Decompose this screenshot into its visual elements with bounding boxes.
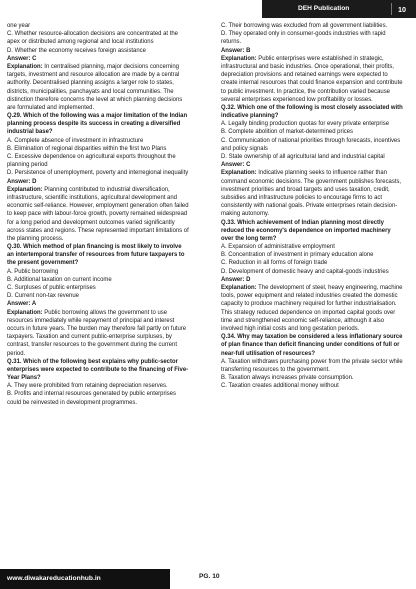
option-line: B. Additional taxation on current income — [7, 276, 112, 283]
explanation-text: Indicative planning seeks to influence rather than command economic decisions. The government publishes forecasts, investment priorities and broad targets and uses taxation, credit, subsidies and infrastructure policies to encourage firms to act consistently with national goals. Private enterprises retain decision-making autonomy. — [221, 170, 402, 218]
option-line: A. Expansion of administrative employment — [221, 244, 335, 251]
option-line: C. Communication of national priorities through forecasts, incentives and policy signals — [221, 137, 401, 152]
option-line: D. State ownership of all agricultural land and industrial capital — [221, 154, 385, 160]
footer-band — [0, 569, 170, 589]
option-line: A. Complete absence of investment in infrastructure — [7, 137, 144, 144]
option-line: one year — [7, 23, 31, 29]
left-column — [7, 22, 189, 407]
website-url[interactable]: www.diwakareducationhub.in — [7, 575, 101, 582]
explanation-label: Explanation: — [7, 186, 43, 193]
explanation-text: The development of steel, heavy engineering, machine tools, power equipment and related industries created the domestic capacity to produce machinery required for further industrialisation. This strategy reduced dependence on imported capital goods over time and strengthened economic self-reliance, although it also involved high initial costs and long gestation periods. — [221, 285, 403, 332]
explanation-label: Explanation: — [221, 170, 257, 177]
explanation-paragraph — [221, 55, 403, 104]
header-divider — [391, 3, 392, 15]
option-line: B. Concentration of investment in primary education alone — [221, 252, 374, 259]
option-line: C. Whether resource-allocation decisions are concentrated at the apex or distributed among regional and local institutions — [7, 31, 178, 46]
question-text: Q.31. Which of the following best explains why public-sector enterprises were expected to contribute to the financing of Five-Year Plans? — [7, 358, 189, 382]
option-line: A. Public borrowing — [7, 268, 59, 275]
option-line: A. Legally binding production quotas for every private enterprise — [221, 121, 389, 128]
explanation-label: Explanation: — [7, 309, 43, 316]
explanation-label: Explanation: — [221, 55, 257, 62]
answer-line: Answer: C — [221, 162, 251, 169]
footer-page-label: PG. 10 — [199, 573, 220, 580]
header-page-number: 10 — [398, 5, 406, 14]
answer-line: Answer: D — [221, 276, 251, 283]
explanation-text: Public borrowing allows the government to use resources immediately while repayment of principal and interest occurs in future years. The burden may therefore fall partly on future taxpayers. Taxation and current public-enterprise surpluses, by contrast, transfer resources to the government during the current period. — [7, 309, 187, 357]
right-column — [221, 22, 403, 390]
option-line: B. Profits and internal resources generated by public enterprises could be reinvested in development programmes. — [7, 391, 176, 406]
page-header — [262, 0, 416, 18]
option-line: D. Whether the economy receives foreign assistance — [7, 47, 146, 54]
explanation-label: Explanation: — [7, 63, 43, 70]
option-line: B. Complete abolition of market-determined prices — [221, 129, 354, 136]
question-text: Q.33. Which achievement of Indian planning most directly reduced the economy's dependence on imported machinery over the long term? — [221, 219, 391, 242]
question-text: Q.30. Which method of plan financing is most likely to involve an intertemporal transfer of resources from future taxpayers to the present government? — [7, 244, 185, 267]
option-line: B. Elimination of regional disparities within the first two Plans — [7, 145, 167, 152]
explanation-label: Explanation: — [221, 285, 257, 291]
explanation-text: In centralised planning, major decisions concerning targets, investment and resource allocation are made by a central authority. Decentralised planning assigns a larger role to states, districts, municipalities, panchayats and local communities. The distinction therefore concerns the level at which planning decisions are formulated and implemented. — [7, 63, 183, 111]
explanation-paragraph — [7, 63, 189, 112]
publication-title: DEH Publication — [298, 5, 350, 12]
option-line: C. Excessive dependence on agricultural exports throughout the planning period — [7, 154, 176, 169]
explanation-paragraph — [7, 309, 189, 358]
explanation-text: Public enterprises were established in strategic, infrastructural and basic industries. Once operational, their profits, depreciation provisions and retained earnings were expected to create internal resources that could finance expansion and contribute to public investment. In practice, the contribution varied because several enterprises experienced low profitability or losses. — [221, 55, 403, 103]
option-line: C. Reduction in all forms of foreign trade — [221, 260, 328, 267]
question-text: Q.32. Which one of the following is most closely associated with indicative planning? — [221, 104, 403, 120]
option-line: D. Development of domestic heavy and capital-goods industries — [221, 268, 389, 275]
option-line: C. Their borrowing was excluded from all government liabilities. — [221, 23, 388, 29]
explanation-paragraph — [221, 169, 403, 218]
option-line: A. Taxation withdraws purchasing power from the private sector while transferring resources to the government. — [221, 358, 403, 373]
explanation-text: Planning contributed to industrial diversification, infrastructure, scientific institutions, agricultural development and economic self-reliance. However, employment generation often failed to keep pace with labour-force growth, poverty remained widespread for a long period and development outcomes varied significantly across states and regions. These represented important limitations of the planning process. — [7, 186, 189, 242]
option-line: D. They operated only in consumer-goods industries with rapid returns. — [221, 31, 386, 46]
question-text: Q.29. Which of the following was a major limitation of the Indian planning process despite its success in creating a diversified industrial base? — [7, 113, 188, 136]
explanation-paragraph — [7, 186, 189, 243]
option-line: B. Taxation always increases private consumption. — [221, 375, 354, 382]
option-line: C. Taxation creates additional money without — [221, 383, 339, 390]
question-text: Q.34. Why may taxation be considered a less inflationary source of plan finance than deficit financing under conditions of full or near-full utilisation of resources? — [221, 334, 403, 357]
option-line: D. Persistence of unemployment, poverty and interregional inequality — [7, 170, 189, 177]
answer-line: Answer: B — [221, 47, 251, 54]
option-line: A. They were prohibited from retaining depreciation reserves. — [7, 383, 168, 390]
answer-line: Answer: C — [7, 55, 37, 62]
option-line: D. Current non-tax revenue — [7, 293, 79, 300]
answer-line: Answer: A — [7, 301, 37, 308]
option-line: C. Surpluses of public enterprises — [7, 285, 96, 291]
explanation-paragraph — [221, 284, 403, 333]
answer-line: Answer: D — [7, 178, 37, 185]
